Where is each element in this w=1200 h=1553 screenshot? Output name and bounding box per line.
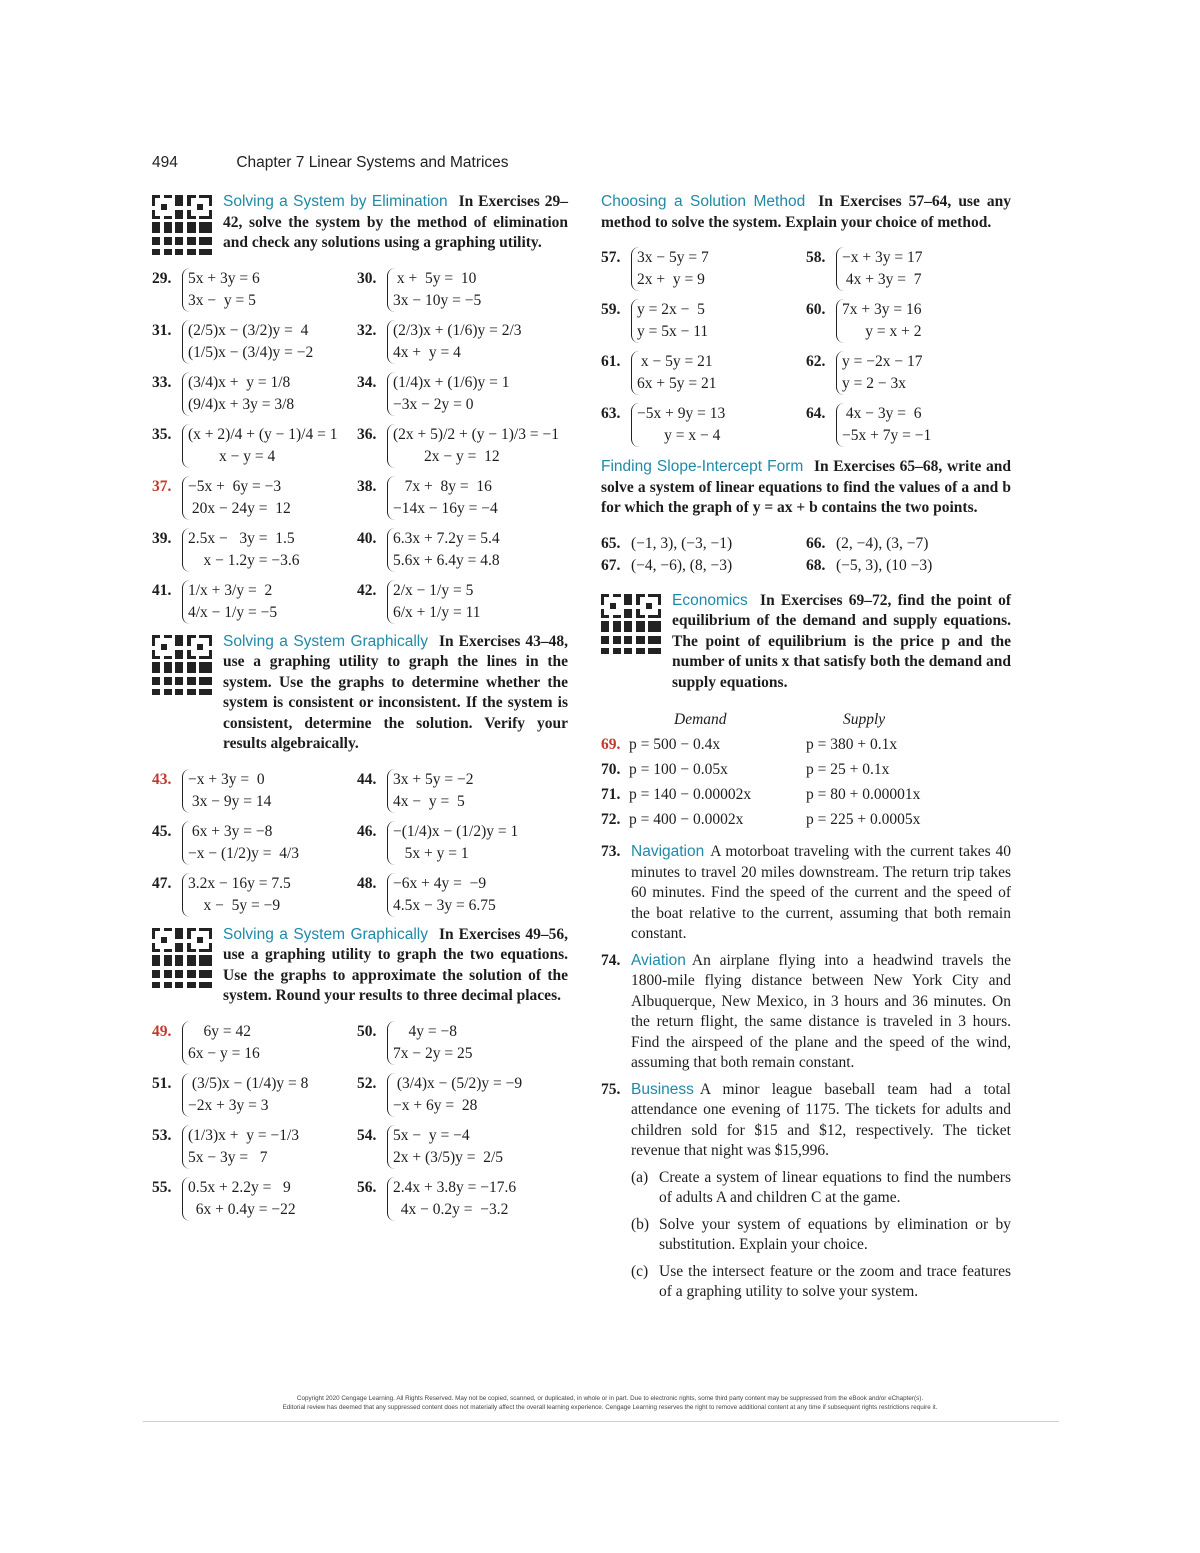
equation-system xyxy=(387,268,481,312)
section-choosing-method xyxy=(601,192,1011,233)
equation-system xyxy=(387,528,500,572)
equation: 6/x + 1/y = 11 xyxy=(393,603,481,621)
equation: 6x + 0.4y = −22 xyxy=(188,1200,296,1218)
exercise-item xyxy=(357,769,562,813)
equation-system xyxy=(387,1125,503,1169)
equation: 5x − y = −4 xyxy=(393,1126,470,1144)
exercise-row xyxy=(152,1073,568,1117)
demand-supply-row xyxy=(601,782,1011,807)
equation: y = 2x − 5 xyxy=(637,301,705,318)
equation-system xyxy=(387,769,473,813)
exercise-number: 29. xyxy=(152,269,172,287)
exercise-item xyxy=(357,424,562,468)
page-header xyxy=(152,154,509,172)
equation: 3.2x − 16y = 7.5 xyxy=(188,874,291,892)
demand-supply-row xyxy=(601,757,1011,782)
points-item xyxy=(601,555,806,577)
equation: y = x − 4 xyxy=(637,427,721,444)
exercise-row xyxy=(152,528,568,572)
part-label: (b) xyxy=(631,1215,650,1233)
exercise-item xyxy=(357,528,562,572)
exercise-row xyxy=(152,424,568,468)
equation: x − 1.2y = −3.6 xyxy=(188,551,300,569)
equation-system xyxy=(387,476,498,520)
exercise-number: 58. xyxy=(806,249,826,266)
demand-supply-row xyxy=(601,807,1011,832)
exercise-item xyxy=(152,424,357,468)
equation: (2x + 5)/2 + (y − 1)/3 = −1 xyxy=(393,425,559,443)
equation: 2/x − 1/y = 5 xyxy=(393,581,474,599)
equation: (1/5)x − (3/4)y = −2 xyxy=(188,343,314,361)
equation: (1/4)x + (1/6)y = 1 xyxy=(393,373,510,391)
equation-system xyxy=(182,580,277,624)
exercise-number: 54. xyxy=(357,1126,377,1144)
exercise-number: 34. xyxy=(357,373,377,391)
exercise-group-57-64 xyxy=(601,247,1011,447)
equation-system xyxy=(182,821,299,865)
points-text: (−1, 3), (−3, −1) xyxy=(631,534,733,552)
exercise-number: 66. xyxy=(806,534,826,552)
exercise-item xyxy=(357,268,562,312)
equation: 5x − 3y = 7 xyxy=(188,1148,268,1166)
equation: (9/4)x + 3y = 3/8 xyxy=(188,395,295,413)
exercise-number: 48. xyxy=(357,874,377,892)
equation: x − y = 4 xyxy=(188,447,276,465)
demand-equation: p = 100 − 0.05x xyxy=(629,761,728,778)
exercise-row xyxy=(152,372,568,416)
exercise-74 xyxy=(601,951,1011,1074)
exercise-number: 40. xyxy=(357,529,377,547)
exercise-row xyxy=(152,1125,568,1169)
equation: (3/5)x − (1/4)y = 8 xyxy=(188,1074,309,1092)
equation: 4x − 3y = 6 xyxy=(842,405,922,422)
exercise-number: 64. xyxy=(806,405,826,422)
exercise-number: 30. xyxy=(357,269,377,287)
equation: 6x + 3y = −8 xyxy=(188,822,273,840)
qr-code-icon xyxy=(152,928,212,988)
equation: 20x − 24y = 12 xyxy=(188,499,291,517)
supply-header: Supply xyxy=(843,711,886,728)
exercise-number: 73. xyxy=(601,843,621,860)
exercise-item xyxy=(806,403,1011,447)
points-item xyxy=(806,533,1011,555)
equation: 4x − 0.2y = −3.2 xyxy=(393,1200,509,1218)
section-title: Finding Slope-Intercept Form xyxy=(601,458,804,475)
equation: y = 2 − 3x xyxy=(842,375,906,392)
equation-system xyxy=(387,873,496,917)
equation-system xyxy=(631,247,709,291)
copyright-line: Copyright 2020 Cengage Learning. All Rights Reserved. May not be copied, scanned, or duplicated, in whole or in part. Due to electronic rights, some third party content may be suppressed from the eBook and/or eChapter(s). xyxy=(296,1395,924,1402)
page-divider xyxy=(143,1421,1059,1422)
exercise-item xyxy=(601,299,806,343)
equation: 3x − 9y = 14 xyxy=(188,792,272,810)
exercise-row xyxy=(152,873,568,917)
exercise-item xyxy=(601,403,806,447)
demand-supply-table xyxy=(601,707,1011,832)
exercise-group-43-48 xyxy=(152,769,568,917)
exercise-number: 57. xyxy=(601,249,621,266)
equation: 4/x − 1/y = −5 xyxy=(188,603,278,621)
exercise-item xyxy=(152,1021,357,1065)
equation-system xyxy=(387,1073,522,1117)
exercise-row xyxy=(152,268,568,312)
equation: 3x + 5y = −2 xyxy=(393,770,474,788)
equation: −x − (1/2)y = 4/3 xyxy=(188,844,300,862)
exercise-73 xyxy=(601,842,1011,945)
points-row xyxy=(601,555,1011,577)
part-text: Solve your system of equations by elimination or by substitution. Explain your choice. xyxy=(659,1215,1011,1253)
exercise-number: 56. xyxy=(357,1178,377,1196)
exercise-number: 62. xyxy=(806,353,826,370)
equation-system xyxy=(182,372,294,416)
exercise-text: A minor league baseball team had a total attendance one evening of 1175. The tickets for adults and children sold for $15 and $12, respectively. The ticket revenue that night was $15,996. xyxy=(631,1080,1011,1159)
part-a xyxy=(631,1168,1011,1209)
exercise-item xyxy=(152,268,357,312)
section-instructions: In Exercises 69–72, find the point of equilibrium of the demand and supply equations. The point of equilibrium is the price p and the number of units x that satisfy both the demand and supply equations. xyxy=(672,591,1012,691)
section-title: Solving a System Graphically xyxy=(223,632,428,650)
equation-system xyxy=(387,1021,472,1065)
exercise-item xyxy=(357,320,562,364)
part-label: (c) xyxy=(631,1262,649,1280)
page-number: 494 xyxy=(152,154,178,171)
exercise-number: 52. xyxy=(357,1074,377,1092)
equation-system xyxy=(836,403,931,447)
equation-system xyxy=(387,821,518,865)
exercise-number: 44. xyxy=(357,770,377,788)
exercise-row xyxy=(152,1177,568,1221)
equation: x − 5y = 21 xyxy=(637,353,713,370)
exercise-item xyxy=(357,1021,562,1065)
equation: 1/x + 3/y = 2 xyxy=(188,581,273,599)
points-row xyxy=(601,533,1011,555)
equation: (x + 2)/4 + (y − 1)/4 = 1 xyxy=(188,425,338,443)
section-title: Solving a System by Elimination xyxy=(223,193,448,210)
exercise-number: 39. xyxy=(152,529,172,547)
equation: 5.6x + 6.4y = 4.8 xyxy=(393,551,500,569)
equation-system xyxy=(182,1177,296,1221)
equation: −14x − 16y = −4 xyxy=(393,499,498,517)
equation: −5x + 6y = −3 xyxy=(188,477,282,495)
equation: −x + 6y = 28 xyxy=(393,1096,478,1114)
exercise-number: 51. xyxy=(152,1074,172,1092)
exercise-number: 43. xyxy=(152,770,172,788)
equation: −2x + 3y = 3 xyxy=(188,1096,269,1114)
equation: −5x + 7y = −1 xyxy=(842,427,932,444)
exercise-item xyxy=(357,476,562,520)
equation: (2/5)x − (3/2)y = 4 xyxy=(188,321,309,339)
equation: −6x + 4y = −9 xyxy=(393,874,487,892)
equation: 6y = 42 xyxy=(188,1022,251,1040)
exercise-number: 32. xyxy=(357,321,377,339)
equation: 2x + (3/5)y = 2/5 xyxy=(393,1148,504,1166)
equation: 4y = −8 xyxy=(393,1022,457,1040)
exercise-number: 46. xyxy=(357,822,377,840)
section-instructions: In Exercises 57–64, use any method to solve the system. Explain your choice of method. xyxy=(601,193,1011,231)
equation-system xyxy=(182,528,299,572)
exercise-item xyxy=(806,247,1011,291)
exercise-number: 37. xyxy=(152,477,172,495)
exercise-number: 60. xyxy=(806,301,826,318)
left-column xyxy=(152,192,568,1229)
equation-system xyxy=(631,403,725,447)
equation-system xyxy=(836,299,921,343)
section-slope-intercept xyxy=(601,457,1011,519)
equation-system xyxy=(182,320,313,364)
equation-system xyxy=(182,1125,299,1169)
demand-header: Demand xyxy=(674,711,727,728)
right-column xyxy=(601,192,1011,1309)
equation: y = 5x − 11 xyxy=(637,323,709,340)
equation: 5x + 3y = 6 xyxy=(188,269,260,287)
points-list xyxy=(601,533,1011,577)
equation: (3/4)x + y = 1/8 xyxy=(188,373,291,391)
points-item xyxy=(601,533,806,555)
equation: 4x + y = 4 xyxy=(393,343,461,361)
exercise-number: 47. xyxy=(152,874,172,892)
exercise-row xyxy=(152,1021,568,1065)
exercise-number: 38. xyxy=(357,477,377,495)
exercise-item xyxy=(152,769,357,813)
equation-system xyxy=(387,1177,516,1221)
exercise-number: 41. xyxy=(152,581,172,599)
exercise-group-29-42 xyxy=(152,268,568,624)
qr-code-icon xyxy=(152,635,212,695)
exercise-number: 74. xyxy=(601,951,621,969)
exercise-item xyxy=(357,580,562,624)
exercise-item xyxy=(152,372,357,416)
section-instructions: In Exercises 29–42, solve the system by the method of elimination and check any solutions using a graphing utility. xyxy=(223,193,568,251)
equation-system xyxy=(836,351,922,395)
points-text: (2, −4), (3, −7) xyxy=(836,534,929,552)
equation: x − 5y = −9 xyxy=(188,896,281,914)
qr-code-icon xyxy=(601,594,661,654)
equation: 4x + 3y = 7 xyxy=(842,271,922,288)
equation: 7x + 8y = 16 xyxy=(393,477,492,495)
exercise-item xyxy=(806,351,1011,395)
exercise-number: 72. xyxy=(601,811,621,828)
exercise-title: Navigation xyxy=(631,843,705,860)
exercise-item xyxy=(357,1073,562,1117)
part-c xyxy=(631,1262,1011,1303)
exercise-item xyxy=(152,821,357,865)
part-label: (a) xyxy=(631,1168,649,1186)
equation-system xyxy=(387,320,522,364)
exercise-number: 42. xyxy=(357,581,377,599)
equation: (1/3)x + y = −1/3 xyxy=(188,1126,300,1144)
exercise-item xyxy=(152,873,357,917)
equation-system xyxy=(182,268,260,312)
section-economics xyxy=(601,591,1011,694)
exercise-item xyxy=(152,476,357,520)
equation: 3x − y = 5 xyxy=(188,291,256,309)
equation-system xyxy=(387,424,559,468)
equation-system xyxy=(387,580,481,624)
exercise-number: 63. xyxy=(601,405,621,422)
exercise-item xyxy=(601,351,806,395)
exercise-item xyxy=(152,1177,357,1221)
supply-equation: p = 80 + 0.00001x xyxy=(806,786,921,803)
points-text: (−4, −6), (8, −3) xyxy=(631,556,733,574)
equation: −(1/4)x − (1/2)y = 1 xyxy=(393,822,519,840)
exercise-row xyxy=(601,247,1011,291)
chapter-title: Chapter 7 Linear Systems and Matrices xyxy=(236,154,509,171)
section-elimination xyxy=(152,192,568,254)
equation-system xyxy=(631,299,708,343)
equation-system xyxy=(182,476,291,520)
section-instructions: In Exercises 49–56, use a graphing utility to graph the two equations. Use the graphs to approximate the solution of the system. Round your results to three decimal places. xyxy=(223,925,568,1004)
exercise-number: 70. xyxy=(601,761,621,778)
equation-system xyxy=(182,873,291,917)
exercise-item xyxy=(357,372,562,416)
equation-system xyxy=(182,1021,260,1065)
exercise-number: 59. xyxy=(601,301,621,318)
part-text: Use the intersect feature or the zoom and trace features of a graphing utility to solve your system. xyxy=(659,1262,1011,1300)
exercise-item xyxy=(152,580,357,624)
equation: −3x − 2y = 0 xyxy=(393,395,474,413)
points-text: (−5, 3), (10 −3) xyxy=(836,556,933,574)
equation: 4.5x − 3y = 6.75 xyxy=(393,896,496,914)
exercise-number: 67. xyxy=(601,556,621,574)
exercise-75 xyxy=(601,1080,1011,1303)
equation-system xyxy=(182,769,271,813)
exercise-number: 36. xyxy=(357,425,377,443)
equation: 2x + y = 9 xyxy=(637,271,705,288)
equation: 7x + 3y = 16 xyxy=(842,301,922,318)
equation: −5x + 9y = 13 xyxy=(637,405,726,422)
exercise-number: 50. xyxy=(357,1022,377,1040)
section-instructions: In Exercises 43–48, use a graphing utility to graph the lines in the system. Use the graphs to determine whether the system is consistent or inconsistent. If the system is consistent, determine the solution. Verify your results algebraically. xyxy=(223,632,568,752)
exercise-row xyxy=(152,769,568,813)
equation: −x + 3y = 0 xyxy=(188,770,265,788)
equation: 6x − y = 16 xyxy=(188,1044,260,1062)
table-header xyxy=(601,707,1011,732)
exercise-item xyxy=(357,821,562,865)
equation-system xyxy=(387,372,510,416)
part-text: Create a system of linear equations to find the numbers of adults A and children C at the game. xyxy=(659,1168,1011,1206)
section-title: Economics xyxy=(672,591,748,609)
exercise-item xyxy=(357,1125,562,1169)
exercise-number: 69. xyxy=(601,736,621,753)
exercise-row xyxy=(152,821,568,865)
exercise-row xyxy=(152,476,568,520)
exercise-item xyxy=(806,299,1011,343)
qr-code-icon xyxy=(152,195,212,255)
demand-supply-row xyxy=(601,732,1011,757)
exercise-number: 53. xyxy=(152,1126,172,1144)
equation: 4x − y = 5 xyxy=(393,792,465,810)
exercise-number: 49. xyxy=(152,1022,172,1040)
demand-equation: p = 140 − 0.00002x xyxy=(629,786,752,803)
exercise-row xyxy=(601,403,1011,447)
equation-system xyxy=(182,424,337,468)
exercise-number: 55. xyxy=(152,1178,172,1196)
equation: 6x + 5y = 21 xyxy=(637,375,717,392)
exercise-item xyxy=(357,873,562,917)
exercise-title: Aviation xyxy=(631,951,686,969)
equation: x + 5y = 10 xyxy=(393,269,477,287)
exercise-text: A motorboat traveling with the current takes 40 minutes to travel 20 miles downstream. The return trip takes 60 minutes. Find the speed of the current and the speed of the boat relative to the current, assuming that both remain constant. xyxy=(631,843,1011,942)
equation: 2.4x + 3.8y = −17.6 xyxy=(393,1178,517,1196)
equation: 0.5x + 2.2y = 9 xyxy=(188,1178,291,1196)
exercise-row xyxy=(601,299,1011,343)
points-item xyxy=(806,555,1011,577)
exercise-row xyxy=(152,580,568,624)
exercise-number: 61. xyxy=(601,353,621,370)
equation-system xyxy=(836,247,922,291)
exercise-title: Business xyxy=(631,1080,694,1098)
exercise-item xyxy=(152,1125,357,1169)
exercise-number: 68. xyxy=(806,556,826,574)
equation: 5x + y = 1 xyxy=(393,844,469,862)
exercise-number: 45. xyxy=(152,822,172,840)
supply-equation: p = 380 + 0.1x xyxy=(806,736,898,753)
exercise-item xyxy=(152,320,357,364)
editorial-line: Editorial review has deemed that any suppressed content does not materially affect the overall learning experience. Cengage Learning reserves the right to remove additional content at any time if subsequent rights restrictions require it. xyxy=(282,1404,938,1411)
part-b xyxy=(631,1215,1011,1256)
supply-equation: p = 25 + 0.1x xyxy=(806,761,890,778)
exercise-row xyxy=(601,351,1011,395)
section-instructions: In Exercises 65–68, write and solve a system of linear equations to find the values of a and b for which the graph of y = ax + b contains the two points. xyxy=(601,458,1012,516)
exercise-group-49-56 xyxy=(152,1021,568,1221)
exercise-number: 31. xyxy=(152,321,172,339)
exercise-number: 71. xyxy=(601,786,621,803)
exercise-number: 35. xyxy=(152,425,172,443)
equation-system xyxy=(631,351,716,395)
equation: (3/4)x − (5/2)y = −9 xyxy=(393,1074,523,1092)
equation: 3x − 10y = −5 xyxy=(393,291,482,309)
equation: y = −2x − 17 xyxy=(842,353,923,370)
demand-equation: p = 500 − 0.4x xyxy=(629,736,721,753)
equation: 6.3x + 7.2y = 5.4 xyxy=(393,529,500,547)
equation: y = x + 2 xyxy=(842,323,922,340)
section-graphically-49 xyxy=(152,925,568,1007)
equation: 3x − 5y = 7 xyxy=(637,249,709,266)
equation-system xyxy=(182,1073,308,1117)
demand-equation: p = 400 − 0.0002x xyxy=(629,811,744,828)
exercise-item xyxy=(152,1073,357,1117)
exercise-item xyxy=(152,528,357,572)
equation: 7x − 2y = 25 xyxy=(393,1044,473,1062)
exercise-number: 65. xyxy=(601,534,621,552)
section-graphically-43 xyxy=(152,632,568,755)
equation: −x + 3y = 17 xyxy=(842,249,923,266)
exercise-number: 33. xyxy=(152,373,172,391)
exercise-row xyxy=(152,320,568,364)
exercise-number: 75. xyxy=(601,1080,621,1098)
equation: (2/3)x + (1/6)y = 2/3 xyxy=(393,321,522,339)
exercise-item xyxy=(357,1177,562,1221)
equation: 2.5x − 3y = 1.5 xyxy=(188,529,295,547)
supply-equation: p = 225 + 0.0005x xyxy=(806,811,921,828)
section-title: Solving a System Graphically xyxy=(223,925,428,943)
copyright-footer xyxy=(205,1394,1015,1412)
exercise-text: An airplane flying into a headwind travels the 1800-mile flying distance between New York City and Albuquerque, New Mexico, in 3 hours and 36 minutes. On the return flight, the same distance is traveled in 3 hours. Find the airspeed of the plane and the speed of the wind, assuming that both remain constant. xyxy=(631,951,1011,1071)
exercise-item xyxy=(601,247,806,291)
equation: 2x − y = 12 xyxy=(393,447,500,465)
section-title: Choosing a Solution Method xyxy=(601,193,806,210)
